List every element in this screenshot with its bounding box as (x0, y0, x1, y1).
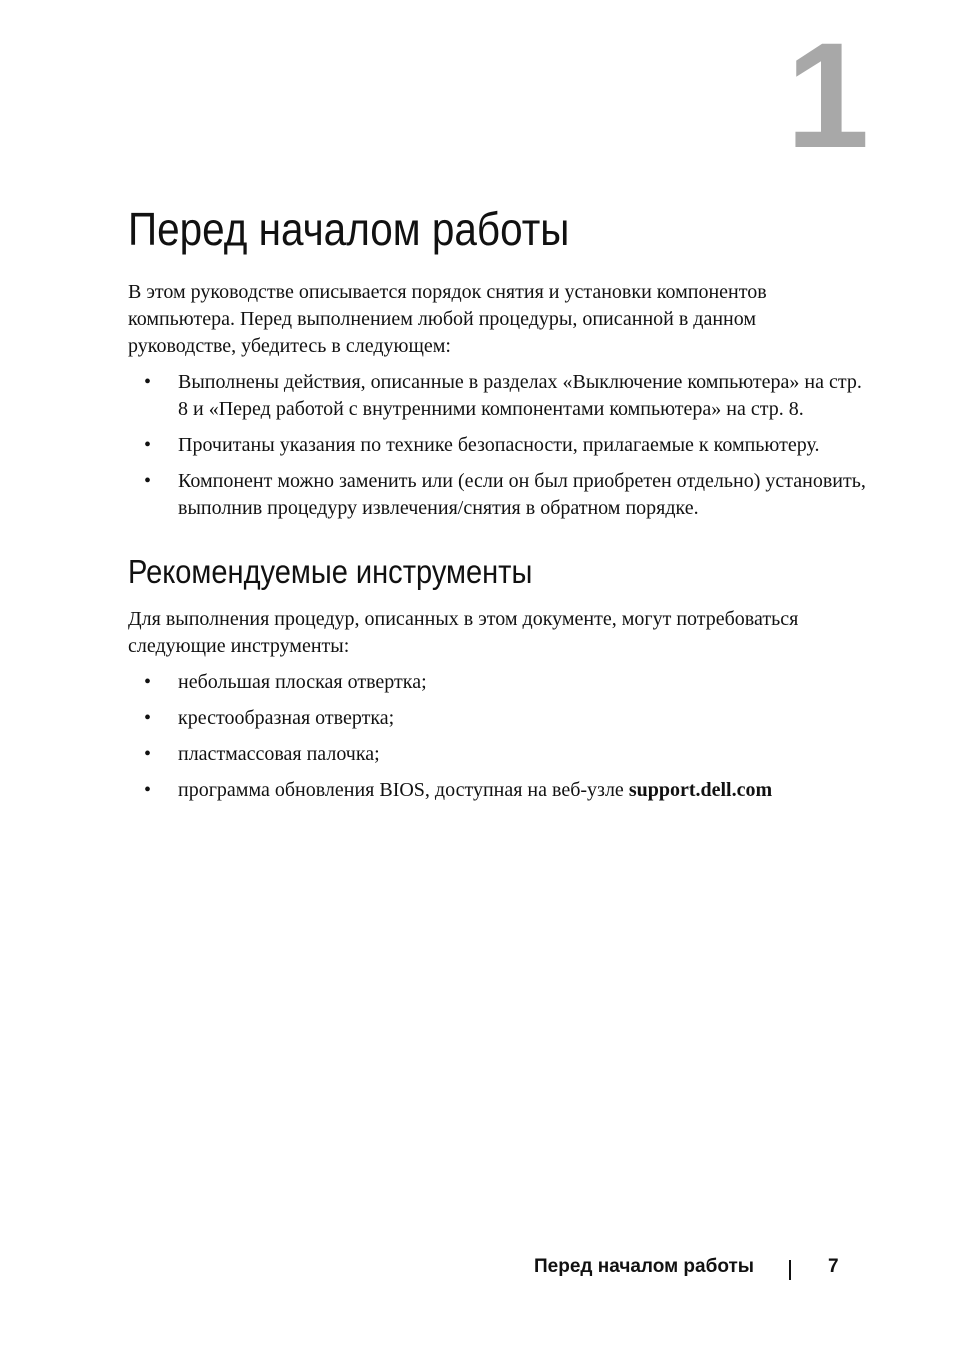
intro-paragraph: В этом руководстве описывается порядок снятия и установки компонентов компьютера. Перед выполнением любой процедуры, описанной в данном руководстве, убедитесь в следующем: (128, 281, 767, 357)
list-item (128, 369, 868, 423)
list-item-text: Компонент можно заменить или (если он был приобретен отдельно) установить, выполнив процедуру извлечения/снятия в обратном порядке. (178, 470, 866, 519)
footer-separator (789, 1260, 791, 1280)
list-item-text: Выполнены действия, описанные в разделах «Выключение компьютера» на стр. 8 и «Перед работой с внутренними компонентами компьютера» на стр. 8. (178, 371, 862, 420)
footer-title: Перед началом работы (534, 1256, 754, 1277)
list-item (128, 432, 868, 459)
tools-intro-paragraph: Для выполнения процедур, описанных в этом документе, могут потребоваться следующие инструменты: (128, 608, 799, 657)
list-item-text: пластмассовая палочка; (178, 743, 380, 765)
list-item (128, 669, 868, 696)
tools-list (128, 669, 868, 813)
section-title: Рекомендуемые инструменты (128, 553, 533, 590)
bullet-icon: • (144, 707, 152, 729)
bullet-icon: • (144, 671, 152, 693)
bullet-icon: • (144, 470, 152, 492)
support-link[interactable]: support.dell.com (628, 779, 773, 801)
list-item (128, 705, 868, 732)
chapter-title: Перед началом работы (128, 203, 570, 255)
list-item-text: крестообразная отвертка; (178, 707, 395, 729)
list-item (128, 468, 868, 522)
chapter-number: 1 (786, 11, 866, 179)
list-item (128, 741, 868, 768)
list-item (128, 777, 868, 804)
list-item-text: небольшая плоская отвертка; (178, 671, 427, 693)
list-item-text: Прочитаны указания по технике безопасности, прилагаемые к компьютеру. (178, 434, 820, 456)
bullet-icon: • (144, 779, 152, 801)
page-footer (0, 1256, 954, 1286)
bullet-icon: • (144, 434, 152, 456)
page-number: 7 (828, 1256, 839, 1277)
list-item-text: программа обновления BIOS, доступная на веб-узле (178, 779, 629, 801)
bullet-icon: • (144, 743, 152, 765)
bullet-icon: • (144, 371, 152, 393)
prerequisites-list (128, 369, 868, 531)
